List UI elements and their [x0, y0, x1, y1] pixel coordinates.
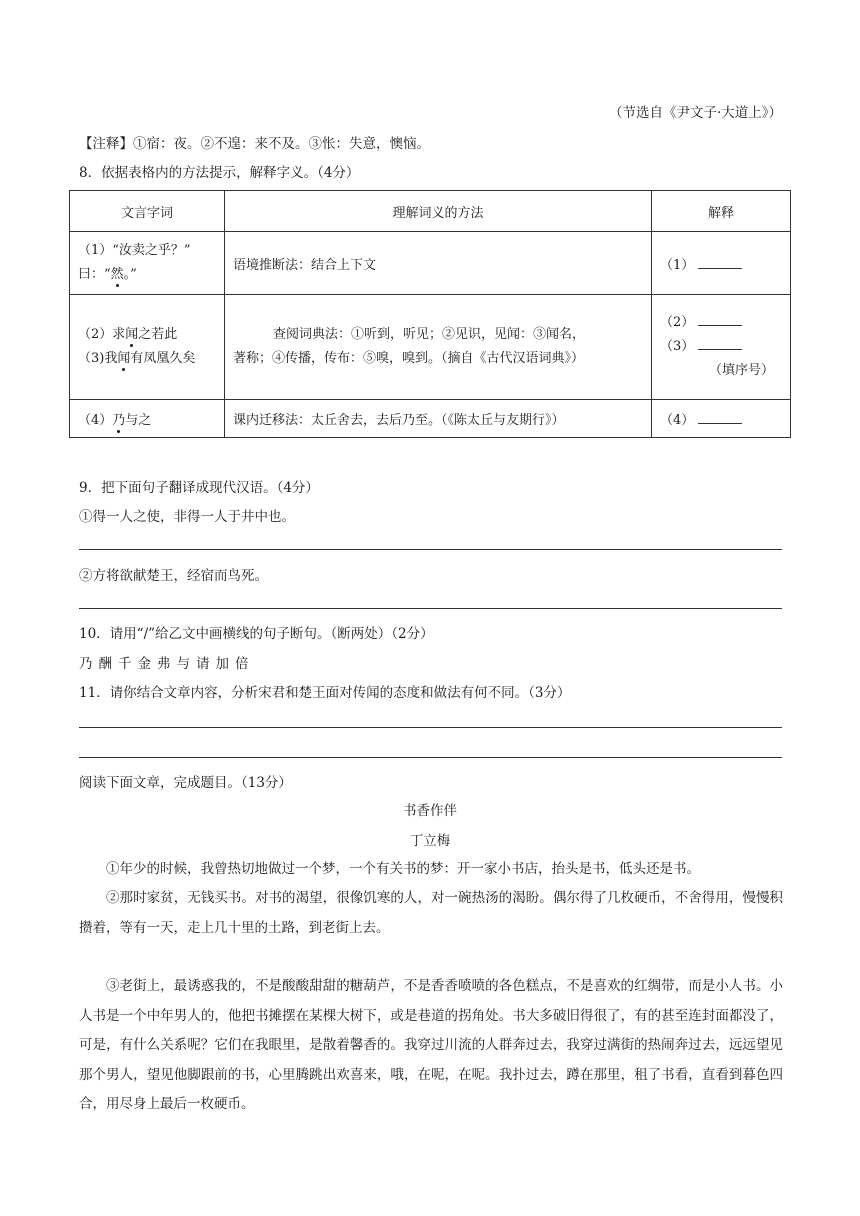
table-row: [70, 295, 791, 400]
question-11-prompt: 11．请你结合文章内容，分析宋君和楚王面对传闻的态度和做法有何不同。（3分）: [79, 685, 571, 701]
fill-number-hint: （填序号）: [708, 363, 774, 378]
emphasis-dot-char: 闻: [117, 351, 131, 366]
answer-line[interactable]: [79, 608, 782, 609]
article-paragraph-1: ①年少的时候，我曾热切地做过一个梦，一个有关书的梦：开一家小书店，抬头是书，低头还是书。: [106, 861, 700, 877]
article-paragraph-2: ②那时家贫，无钱买书。对书的渴望，很像饥寒的人，对一碗热汤的渴盼。偶尔得了几枚硬币，不舍得用，慢慢积攒着，等有一天，走上几十里的土路，到老街上去。: [79, 890, 783, 936]
word-cell: （2）求闻之若此 （3)我闻有凤凰久矣: [70, 295, 225, 400]
reading-intro: 阅读下面文章，完成题目。（13分）: [79, 775, 292, 791]
table-row: [70, 232, 791, 295]
answer-cell: （4）: [652, 400, 791, 438]
word-cell: （4）乃与之: [70, 400, 225, 438]
header-explanation: 解释: [652, 191, 791, 232]
question-10-prompt: 10．请用“/”给乙文中画横线的句子断句。（断两处）（2分）: [79, 626, 434, 642]
answer-line[interactable]: [79, 757, 782, 758]
answer-line[interactable]: [79, 549, 782, 550]
article-paragraph-3: ③老街上，最诱惑我的，不是酸酸甜甜的糖葫芦，不是香香喷喷的各色糕点，不是喜欢的红绸带，而是小人书。小人书是一个中年男人的，他把书摊摆在某棵大树下，或是巷道的拐角处。书大多破旧得很了，有的甚至连封面都没了，可是，有什么关系呢？它们在我眼里，是散着馨香的。我穿过川流的人群奔过去，我穿过满街的热闹奔过去，远远望见那个男人，望见他脚跟前的书，心里腾跳出欢喜来，哦，在呢，在呢。我扑过去，蹲在那里，租了书看，直看到暮色四合，用尽身上最后一枚硬币。: [79, 978, 783, 1112]
method-cell: 查阅词典法：①听到，听见；②见识，见闻：③闻名， 著称；④传播，传布：⑤嗅，嗅到。（摘自《古代汉语词典》）: [225, 295, 652, 400]
answer-blank-4[interactable]: [698, 409, 742, 424]
emphasis-dot-char: 然: [110, 267, 124, 282]
question-8-prompt: 8．依据表格内的方法提示，解释字义。（4分）: [79, 165, 360, 181]
table-row: [70, 400, 791, 438]
emphasis-dot-char: 闻: [125, 327, 139, 342]
question-9-prompt: 9．把下面句子翻译成现代汉语。（4分）: [79, 480, 319, 496]
answer-blank-3[interactable]: [698, 335, 742, 350]
punctuation-sentence: 乃酬千金弗与请加倍: [79, 656, 255, 672]
table-header-row: [70, 191, 791, 232]
answer-line[interactable]: [79, 727, 782, 728]
answer-blank-2[interactable]: [698, 311, 742, 326]
method-cell: 语境推断法：结合上下文: [225, 232, 652, 295]
answer-blank-1[interactable]: [698, 254, 742, 269]
translate-sentence-2: ②方将欲献楚王，经宿而鸟死。: [79, 568, 268, 584]
answer-cell: （1）: [652, 232, 791, 295]
annotation-note: 【注释】①宿：夜。②不遑：来不及。③怅：失意，懊恼。: [79, 136, 430, 152]
emphasis-dot-char: 乃: [112, 413, 126, 428]
answer-cell: （2） （3） （填序号）: [652, 295, 791, 400]
word-method-table: [69, 190, 791, 438]
article-title: 书香作伴: [403, 803, 457, 819]
method-cell: 课内迁移法：太丘舍去，去后乃至。（《陈太丘与友期行》）: [225, 400, 652, 438]
source-citation: （节选自《尹文子·大道上》）: [608, 105, 782, 121]
word-cell: （1）“汝卖之乎？” 曰：“然。”: [70, 232, 225, 295]
header-method: 理解词义的方法: [225, 191, 652, 232]
translate-sentence-1: ①得一人之使，非得一人于井中也。: [79, 509, 295, 525]
article-author: 丁立梅: [409, 833, 451, 849]
header-word: 文言字词: [70, 191, 225, 232]
